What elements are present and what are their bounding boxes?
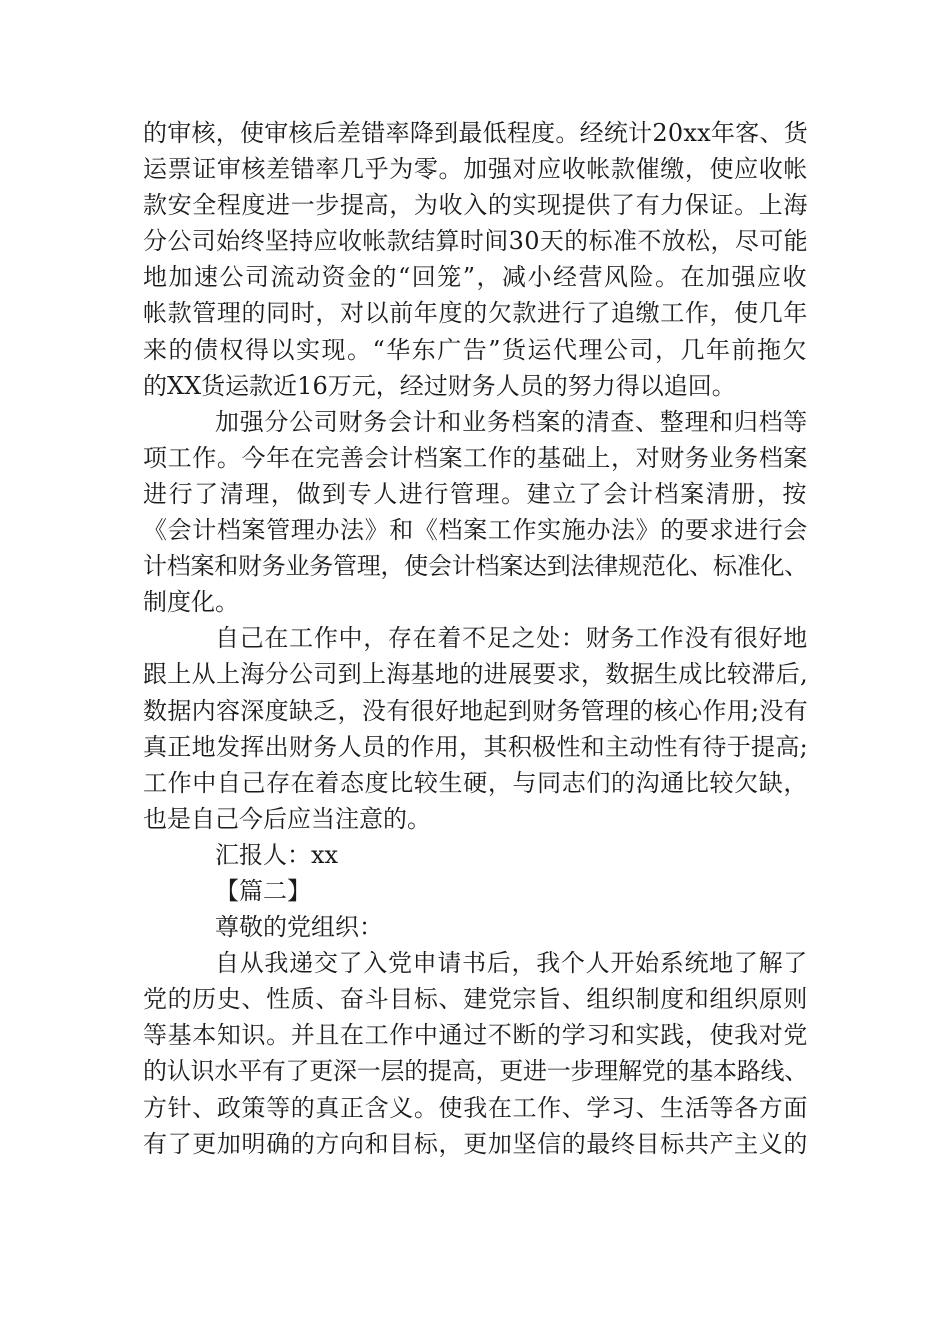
text-line: 的XX货运款近16万元，经过财务人员的努力得以追回。 xyxy=(143,371,736,400)
text-line: 的认识水平有了更深一层的提高，更进一步理解党的基本路线、 xyxy=(143,1057,808,1086)
text-line: 自从我递交了入党申请书后，我个人开始系统地了解了 xyxy=(215,949,808,978)
paragraph-party-learning xyxy=(143,945,808,1162)
text-line: 来的债权得以实现。“华东广告”货运代理公司，几年前拖欠 xyxy=(143,335,808,364)
salutation: 尊敬的党组织： xyxy=(215,913,383,942)
paragraph-reporter xyxy=(143,837,808,873)
text-line: 也是自己今后应当注意的。 xyxy=(143,804,431,833)
reporter-line: 汇报人：xx xyxy=(215,840,339,869)
text-line: 进行了清理，做到专人进行管理。建立了会计档案清册，按 xyxy=(143,479,808,508)
text-line: 数据内容深度缺乏，没有很好地起到财务管理的核心作用;没有 xyxy=(143,696,808,725)
text-line: 等基本知识。并且在工作中通过不断的学习和实践，使我对党 xyxy=(143,1021,808,1050)
paragraph-accounts-receivable xyxy=(143,115,808,404)
section-heading: 【篇二】 xyxy=(215,876,311,905)
text-line: 运票证审核差错率几乎为零。加强对应收帐款催缴，使应收帐 xyxy=(143,155,808,184)
paragraph-archives xyxy=(143,404,808,621)
text-line: 工作中自己存在着态度比较生硬，与同志们的沟通比较欠缺， xyxy=(143,768,808,797)
text-line: 分公司始终坚持应收帐款结算时间30天的标准不放松，尽可能 xyxy=(143,227,808,256)
paragraph-shortcomings xyxy=(143,620,808,837)
text-line: 项工作。今年在完善会计档案工作的基础上，对财务业务档案 xyxy=(143,443,808,472)
text-line: 帐款管理的同时，对以前年度的欠款进行了追缴工作，使几年 xyxy=(143,299,808,328)
text-line: 有了更加明确的方向和目标，更加坚信的最终目标共产主义的 xyxy=(143,1129,808,1158)
text-line: 的审核，使审核后差错率降到最低程度。经统计20xx年客、货 xyxy=(143,119,808,147)
document-page xyxy=(143,115,808,1162)
text-line: 计档案和财务业务管理，使会计档案达到法律规范化、标准化、 xyxy=(143,552,808,581)
text-line: 款安全程度进一步提高，为收入的实现提供了有力保证。上海 xyxy=(143,191,808,220)
text-line: 党的历史、性质、奋斗目标、建党宗旨、组织制度和组织原则 xyxy=(143,985,808,1014)
paragraph-section-heading xyxy=(143,873,808,909)
text-line: 制度化。 xyxy=(143,588,239,617)
text-line: 地加速公司流动资金的“回笼”，减小经营风险。在加强应收 xyxy=(143,263,808,292)
text-line: 跟上从上海分公司到上海基地的进展要求，数据生成比较滞后, xyxy=(143,660,808,689)
text-line: 加强分公司财务会计和业务档案的清查、整理和归档等 xyxy=(215,407,808,436)
text-line: 真正地发挥出财务人员的作用，其积极性和主动性有待于提高; xyxy=(143,732,808,761)
paragraph-salutation xyxy=(143,909,808,945)
text-line: 自己在工作中，存在着不足之处：财务工作没有很好地 xyxy=(215,624,808,653)
text-line: 《会计档案管理办法》和《档案工作实施办法》的要求进行会 xyxy=(143,516,808,545)
text-line: 方针、政策等的真正含义。使我在工作、学习、生活等各方面 xyxy=(143,1093,808,1122)
